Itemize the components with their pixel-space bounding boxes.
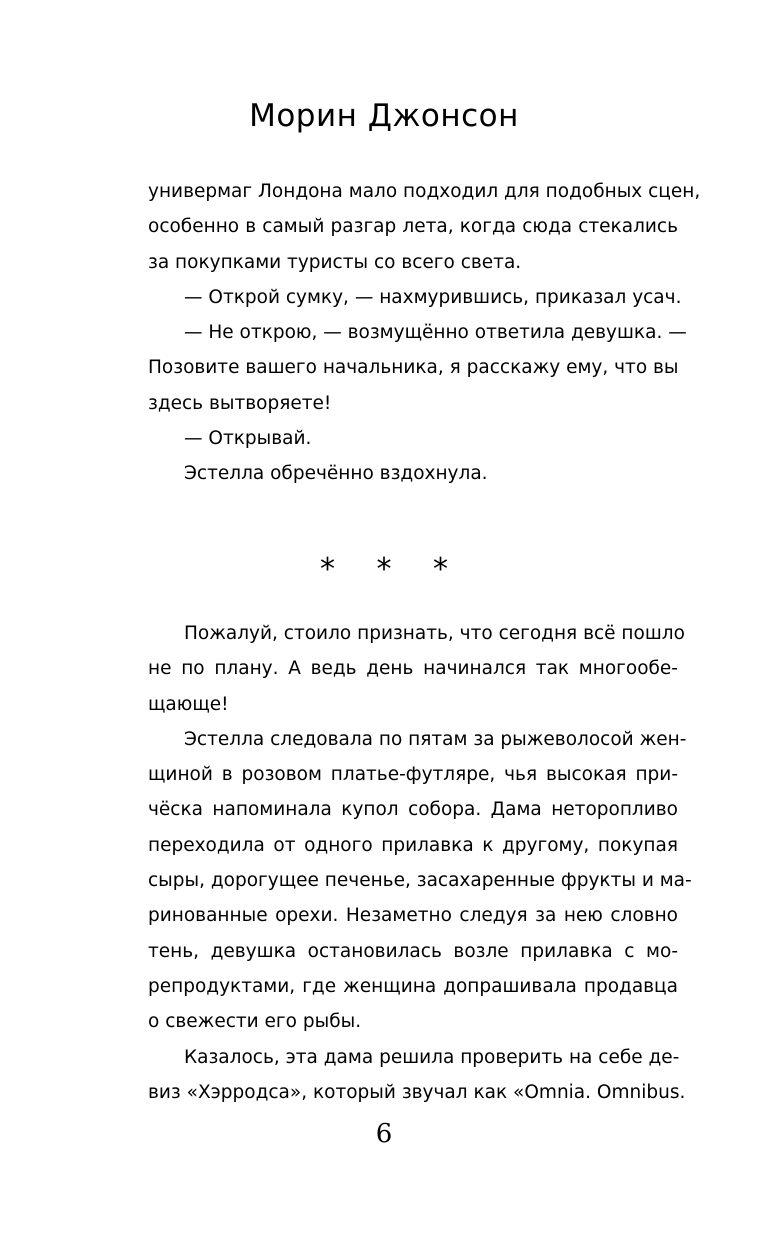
text-line: тень, девушка остановилась возле прилавка с мо-: [148, 940, 678, 962]
text-line: о свежести его рыбы.: [148, 1011, 362, 1033]
section-separator: * * *: [319, 552, 465, 587]
text-line: Эстелла обречённо вздохнула.: [184, 463, 488, 485]
body-text-block-2: [148, 616, 692, 1110]
text-line: Пожалуй, стоило признать, что сегодня всё пошло: [184, 623, 685, 644]
text-line: универмаг Лондона мало подходил для подобных сцен,: [148, 181, 701, 202]
text-line: виз «Хэрродса», который звучал как «Omnia. Omnibus.: [148, 1081, 686, 1103]
text-line: репродуктами, где женщина допрашивала продавца: [148, 975, 678, 997]
text-line: не по плану. А ведь день начинался так многообе-: [148, 658, 678, 680]
text-line: — Открывай.: [184, 428, 312, 450]
text-line: щающе!: [148, 693, 229, 715]
body-text-block-1: [148, 174, 701, 492]
text-line: Эстелла следовала по пятам за рыжеволосой жен-: [184, 728, 687, 750]
text-line: переходила от одного прилавка к другому, покупая: [148, 834, 678, 856]
text-line: за покупками туристы со всего света.: [148, 251, 522, 273]
running-head: Морин Джонсон: [249, 98, 519, 134]
text-line: — Открой сумку, — нахмурившись, приказал усач.: [184, 286, 682, 308]
text-line: ринованные орехи. Незаметно следуя за нею словно: [148, 905, 678, 927]
text-line: — Не открою, — возмущённо ответила девушка. —: [184, 322, 687, 344]
text-line: здесь вытворяете!: [148, 392, 332, 414]
text-line: Позовите вашего начальника, я расскажу ему, что вы: [148, 357, 679, 379]
text-line: Казалось, эта дама решила проверить на себе де-: [184, 1046, 680, 1068]
text-line: чёска напоминала купол собора. Дама неторопливо: [148, 799, 678, 821]
page-number: 6: [375, 1119, 393, 1149]
text-line: особенно в самый разгар лета, когда сюда стекались: [148, 216, 678, 238]
text-line: сыры, дорогущее печенье, засахаренные фрукты и ма-: [148, 870, 692, 892]
text-line: щиной в розовом платье-футляре, чья высокая при-: [148, 764, 678, 786]
